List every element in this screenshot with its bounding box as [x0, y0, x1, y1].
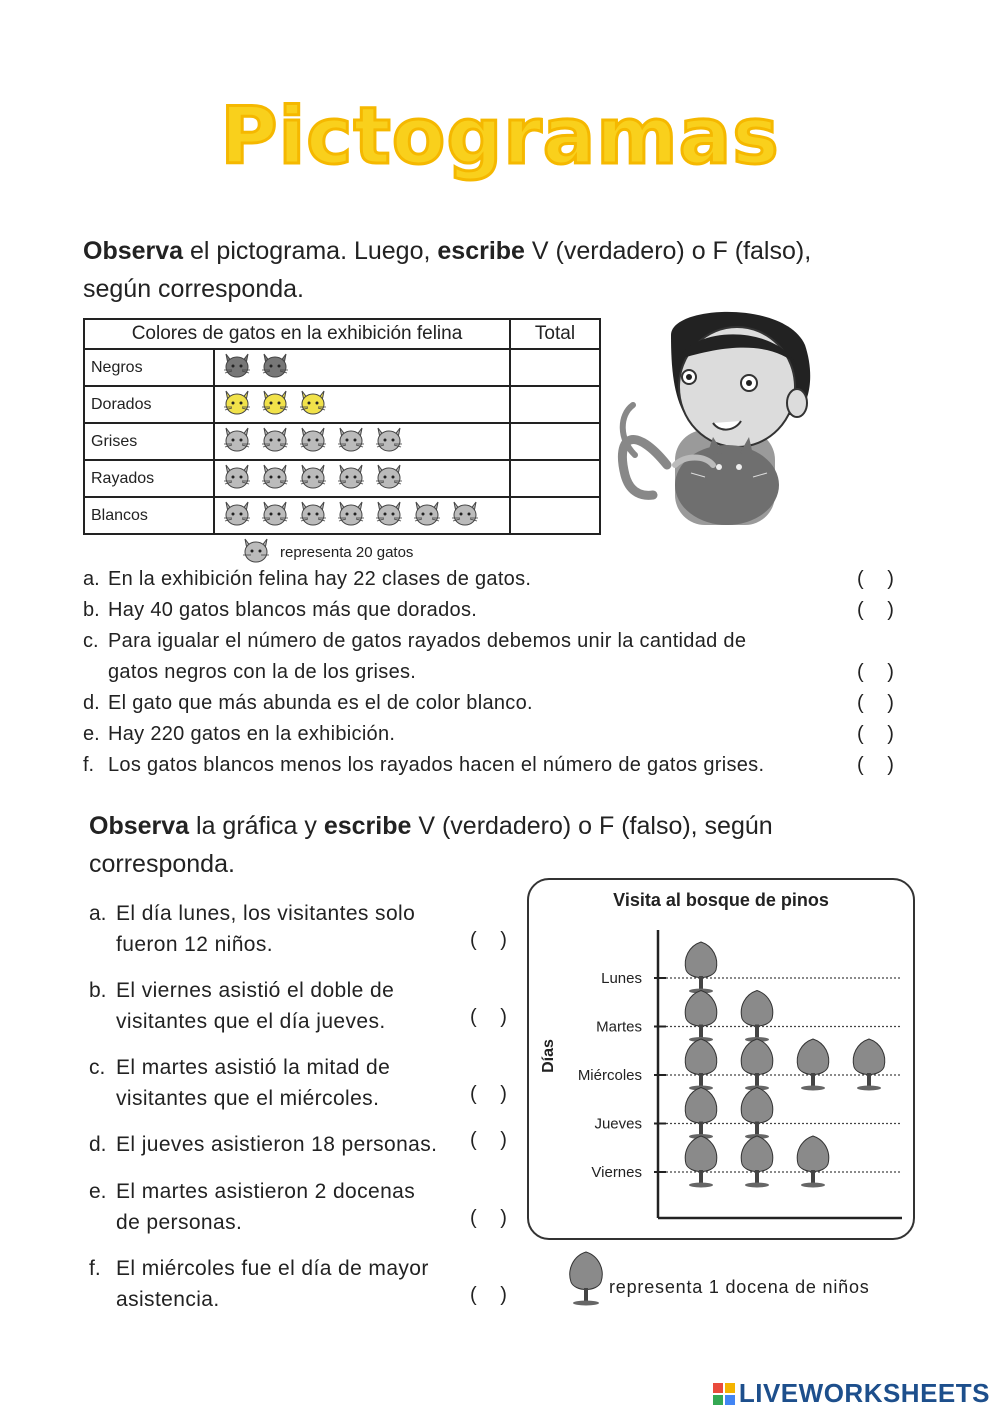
row-label: Negros [84, 349, 214, 386]
question-text: Para igualar el número de gatos rayados debemos unir la cantidad de [108, 630, 747, 652]
answer-parentheses[interactable]: ( ) [470, 1129, 507, 1151]
cats-pictogram-table [83, 318, 601, 535]
pine-tree-icon [741, 1039, 773, 1091]
cat-icon [371, 424, 407, 459]
question-line2: visitantes que el día jueves. [116, 1010, 386, 1033]
question-line2: fueron 12 niños. [116, 933, 274, 956]
question-letter: c. [83, 630, 99, 652]
row-icons [214, 460, 510, 497]
cat-icon [295, 498, 331, 533]
page-title: Pictogramas [220, 92, 780, 182]
liveworksheets-logo [713, 1378, 990, 1409]
question-text: gatos negros con la de los grises. [108, 661, 417, 683]
cat-icon [371, 498, 407, 533]
instr2-text1: la gráfica y [189, 812, 324, 840]
total-input-cell[interactable] [510, 423, 600, 460]
question-line2: asistencia. [116, 1288, 220, 1311]
chart-ylabel: Días [540, 1039, 557, 1073]
cat-icon [257, 424, 293, 459]
cat-icon [257, 387, 293, 422]
answer-parentheses[interactable]: ( ) [470, 1083, 507, 1105]
total-input-cell[interactable] [510, 349, 600, 386]
pine-tree-icon [741, 1136, 773, 1188]
total-input-cell[interactable] [510, 497, 600, 534]
cat-icon [447, 498, 483, 533]
trees-key [565, 1250, 870, 1306]
row-icons [214, 386, 510, 423]
question-letter: b. [89, 979, 107, 1002]
instr1-escribe: escribe [437, 237, 525, 265]
pine-tree-icon [685, 942, 717, 994]
question-text [116, 898, 466, 960]
row-icons [214, 349, 510, 386]
pine-tree-icon [797, 1039, 829, 1091]
question-letter: d. [83, 692, 100, 714]
row-icons [214, 497, 510, 534]
question-text [116, 1052, 466, 1114]
question-letter: e. [89, 1180, 107, 1203]
answer-parentheses[interactable]: ( ) [470, 1006, 507, 1028]
answer-parentheses[interactable]: ( ) [857, 568, 894, 590]
question-text [116, 1129, 466, 1160]
answer-parentheses[interactable]: ( ) [470, 1207, 507, 1229]
chart-category-label: Lunes [601, 970, 642, 987]
cat-icon [295, 424, 331, 459]
question-text [116, 1253, 466, 1315]
cat-icon [257, 498, 293, 533]
answer-parentheses[interactable]: ( ) [470, 929, 507, 951]
cat-icon [295, 387, 331, 422]
answer-parentheses[interactable]: ( ) [857, 692, 894, 714]
instr2-escribe: escribe [323, 812, 412, 840]
question-line1: El martes asistió la mitad de [116, 1056, 391, 1079]
cat-icon [219, 350, 255, 385]
question-line2: de personas. [116, 1211, 243, 1234]
pine-tree-icon [853, 1039, 885, 1091]
total-input-cell[interactable] [510, 460, 600, 497]
pine-tree-icon [797, 1136, 829, 1188]
instr1-text1: el pictograma. Luego, [183, 237, 438, 265]
pine-tree-icon [685, 1039, 717, 1091]
chart-category-label: Martes [596, 1018, 642, 1036]
liveworksheets-logo-icon [713, 1383, 735, 1405]
question-text [116, 1176, 466, 1238]
question-text [116, 975, 466, 1037]
instr1-text3: según corresponda. [83, 275, 304, 303]
liveworksheets-logo-text: LIVEWORKSHEETS [738, 1378, 990, 1408]
question-text: Hay 220 gatos en la exhibición. [108, 723, 396, 745]
chart-category-label: Jueves [594, 1115, 642, 1133]
question-line1: El viernes asistió el doble de [116, 979, 395, 1002]
instr2-observa: Observa [89, 812, 190, 840]
question-text: Hay 40 gatos blancos más que dorados. [108, 599, 478, 621]
question-letter: b. [83, 599, 100, 621]
cat-icon [219, 461, 255, 496]
question-letter: a. [89, 902, 107, 925]
chart-category-label: Viernes [591, 1164, 642, 1181]
cat-icon [219, 498, 255, 533]
row-label: Grises [84, 423, 214, 460]
table-row [84, 386, 600, 423]
instr1-text2: V (verdadero) o F (falso), [524, 237, 812, 265]
pine-key-icon [565, 1250, 607, 1306]
cats-key [240, 535, 413, 569]
question-letter: a. [83, 568, 100, 590]
cat-icon [257, 350, 293, 385]
cat-icon [333, 461, 369, 496]
cat-key-icon [240, 535, 272, 569]
table-row [84, 460, 600, 497]
answer-parentheses[interactable]: ( ) [857, 599, 894, 621]
pine-forest-chart [527, 878, 915, 1240]
cat-icon [333, 424, 369, 459]
row-label: Blancos [84, 497, 214, 534]
pine-tree-icon [741, 991, 773, 1043]
answer-parentheses[interactable]: ( ) [857, 723, 894, 745]
question-letter: d. [89, 1133, 107, 1156]
cat-icon [295, 461, 331, 496]
table-row [84, 349, 600, 386]
total-input-cell[interactable] [510, 386, 600, 423]
row-label: Rayados [84, 460, 214, 497]
section1-instruction [83, 232, 943, 308]
row-label: Dorados [84, 386, 214, 423]
question-line1: El día lunes, los visitantes solo [116, 902, 416, 925]
question-line2: visitantes que el miércoles. [116, 1087, 380, 1110]
table-row [84, 423, 600, 460]
table-header-title: Colores de gatos en la exhibición felina [84, 319, 510, 349]
pine-tree-icon [741, 1088, 773, 1140]
question-letter: f. [83, 754, 95, 776]
table-row [84, 497, 600, 534]
cats-key-text: representa 20 gatos [280, 543, 414, 561]
question-line1: El jueves asistieron 18 personas. [116, 1133, 438, 1156]
cat-icon [333, 498, 369, 533]
cat-icon [371, 461, 407, 496]
boy-with-cat-illustration [615, 305, 830, 530]
cat-icon [257, 461, 293, 496]
answer-parentheses[interactable]: ( ) [470, 1284, 507, 1306]
question-text: Los gatos blancos menos los rayados hacen el número de gatos grises. [108, 754, 765, 776]
trees-key-text: representa 1 docena de niños [609, 1277, 870, 1297]
cat-icon [409, 498, 445, 533]
pine-tree-icon [685, 1136, 717, 1188]
row-icons [214, 423, 510, 460]
chart-category-label: Miércoles [577, 1067, 642, 1084]
section2-instruction [89, 807, 939, 883]
instr2-text2: V (verdadero) o F (falso), según [411, 812, 773, 840]
question-letter: e. [83, 723, 100, 745]
question-letter: f. [89, 1257, 101, 1280]
table-header-total: Total [510, 319, 600, 349]
answer-parentheses[interactable]: ( ) [857, 754, 894, 776]
answer-parentheses[interactable]: ( ) [857, 661, 894, 683]
question-text: El gato que más abunda es el de color blanco. [108, 692, 533, 714]
question-text: En la exhibición felina hay 22 clases de gatos. [108, 568, 532, 590]
instr1-observa: Observa [83, 237, 184, 265]
question-line1: El miércoles fue el día de mayor [116, 1257, 429, 1280]
instr2-text3: corresponda. [89, 850, 235, 878]
question-line1: El martes asistieron 2 docenas [116, 1180, 416, 1203]
pine-tree-icon [685, 1088, 717, 1140]
pine-tree-icon [685, 991, 717, 1043]
cat-icon [219, 387, 255, 422]
cat-icon [219, 424, 255, 459]
chart-title: Visita al bosque de pinos [613, 890, 829, 910]
question-letter: c. [89, 1056, 106, 1079]
